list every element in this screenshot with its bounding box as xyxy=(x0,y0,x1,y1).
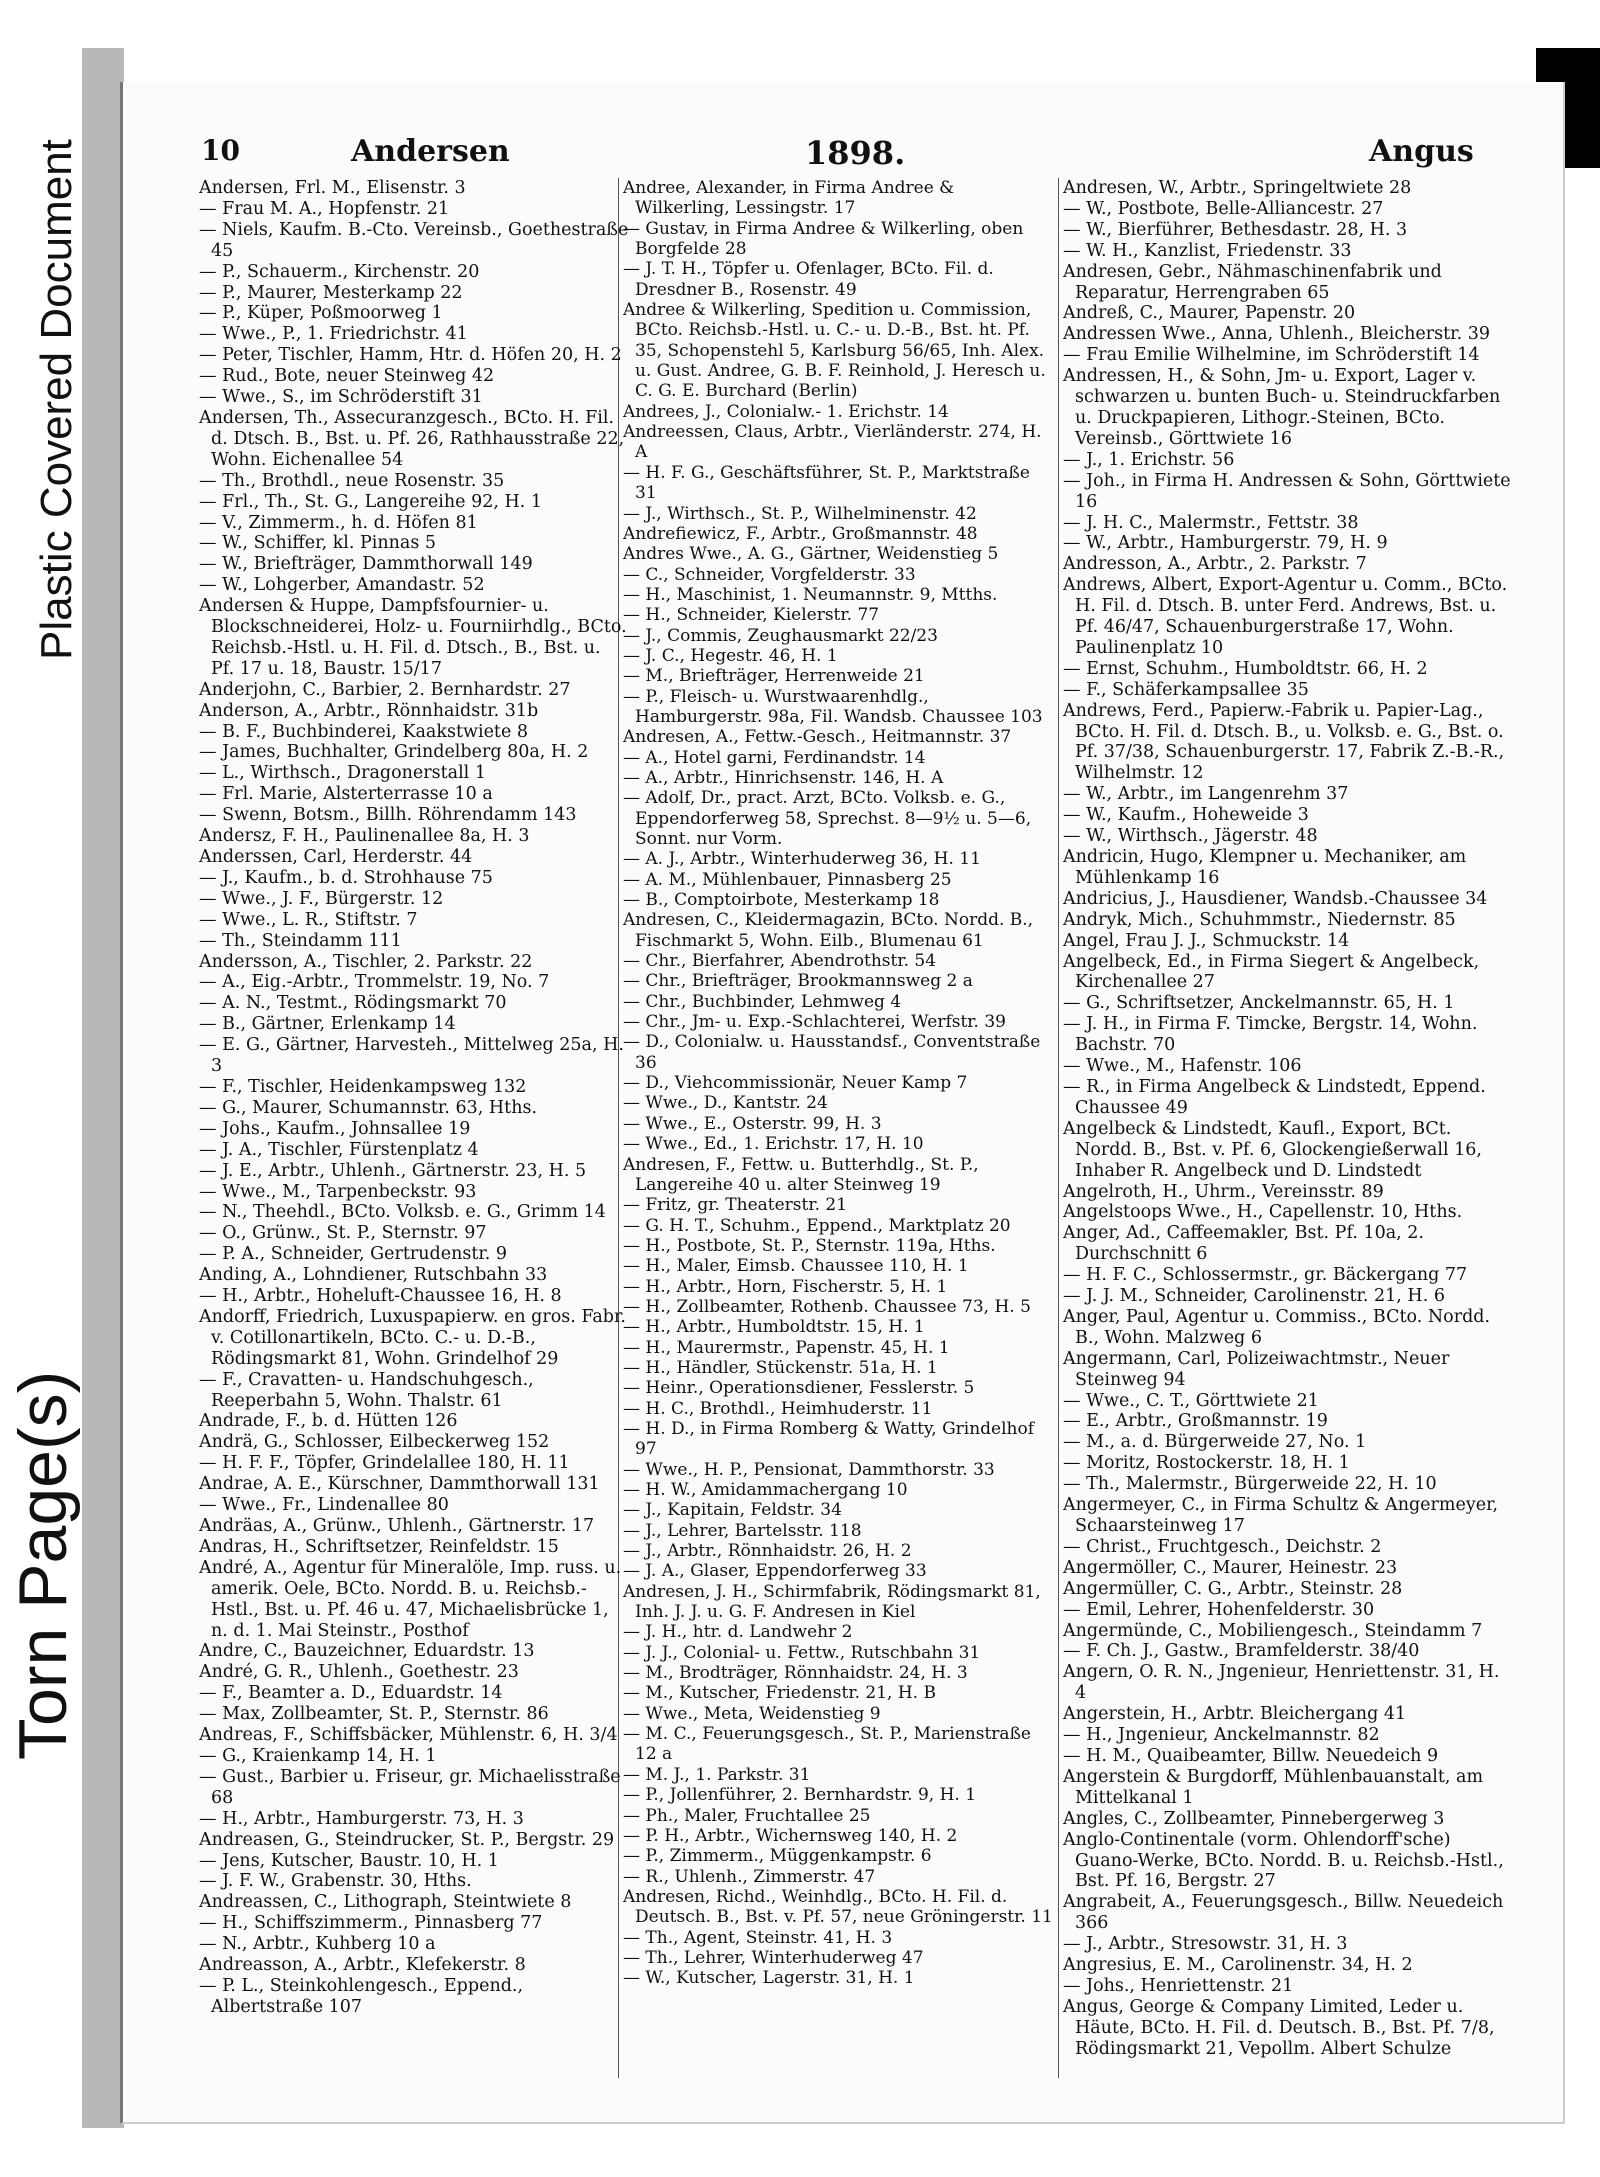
directory-entry: — W., Kutscher, Lagerstr. 31, H. 1 xyxy=(623,1968,915,1989)
directory-entry: — G. H. T., Schuhm., Eppend., Marktplatz 20 xyxy=(623,1215,1011,1236)
directory-entry: Andresson, A., Arbtr., 2. Parkstr. 7 xyxy=(1063,554,1367,575)
directory-entry: Andersson, A., Tischler, 2. Parkstr. 22 xyxy=(199,951,533,972)
directory-entry: — F., Beamter a. D., Eduardstr. 14 xyxy=(199,1683,503,1704)
directory-entry: — Frau Emilie Wilhelmine, im Schröderstift 14 xyxy=(1063,345,1480,366)
directory-entry: — J., Arbtr., Stresowstr. 31, H. 3 xyxy=(1063,1934,1348,1955)
directory-entry: — M. C., Feuerungsgesch., St. P., Marienstraße 12 a xyxy=(623,1724,1031,1765)
directory-entry: Andrefiewicz, F., Arbtr., Großmannstr. 48 xyxy=(623,523,978,544)
directory-entry: Angelbeck, Ed., in Firma Siegert & Angelbeck, Kirchenallee 27 xyxy=(1063,951,1480,993)
directory-entry: — H., Händler, Stückenstr. 51a, H. 1 xyxy=(623,1357,938,1378)
header-left-word: Andersen xyxy=(351,134,510,169)
directory-entry: — H., Maurermstr., Papenstr. 45, H. 1 xyxy=(623,1337,950,1358)
directory-entry: Andree, Alexander, in Firma Andree & Wilkerling, Lessingstr. 17 xyxy=(623,178,955,219)
directory-entry: — W. H., Kanzlist, Friedenstr. 33 xyxy=(1063,240,1352,261)
directory-entry: André, G. R., Uhlenh., Goethestr. 23 xyxy=(199,1662,519,1683)
directory-entry: Andressen, H., & Sohn, Jm- u. Export, Lager v. schwarzen u. bunten Buch- u. Steindruckfarben u. Druckpapieren, Lithogr.-Steinen, BCto. Vereinsb., Görttwiete 16 xyxy=(1063,366,1501,449)
directory-page xyxy=(120,82,1565,2124)
directory-entry: — Wwe., D., Kantstr. 24 xyxy=(623,1093,828,1114)
directory-entry: — Th., Steindamm 111 xyxy=(199,930,402,951)
directory-entry: — J. A., Glaser, Eppendorferweg 33 xyxy=(623,1561,927,1582)
directory-entry: Andres Wwe., A. G., Gärtner, Weidenstieg 5 xyxy=(623,544,999,565)
directory-entry: Andree & Wilkerling, Spedition u. Commission, BCto. Reichsb.-Hstl. u. C.- u. D.-B., Bst. ht. Pf. 35, Schopenstehl 5, Karlsburg 56/65, Inh. Alex. u. Gust. Andree, G. B. F. Reinhold, J. Heresch u. C. G. E. Burchard (Berlin) xyxy=(623,300,1046,402)
directory-entry: Anding, A., Lohndiener, Rutschbahn 33 xyxy=(199,1265,548,1286)
directory-entry: Andrews, Albert, Export-Agentur u. Comm., BCto. H. Fil. d. Dtsch. B. unter Ferd. Andrews, Bst. u. Pf. 46/47, Schauenburgerstraße 17, Wohn. Paulinenplatz 10 xyxy=(1063,575,1508,658)
directory-entry: — F., Cravatten- u. Handschuhgesch., Reeperbahn 5, Wohn. Thalstr. 61 xyxy=(199,1369,534,1411)
directory-entry: — Wwe., Fr., Lindenallee 80 xyxy=(199,1495,449,1516)
directory-entry: — M. J., 1. Parkstr. 31 xyxy=(623,1764,811,1785)
directory-entry: — J. H., htr. d. Landwehr 2 xyxy=(623,1622,853,1643)
directory-entry: — Gust., Barbier u. Friseur, gr. Michaelisstraße 68 xyxy=(199,1766,621,1808)
directory-entry: — D., Viehcommissionär, Neuer Kamp 7 xyxy=(623,1073,968,1094)
directory-entry: — H., Schiffszimmerm., Pinnasberg 77 xyxy=(199,1913,543,1934)
directory-entry: Andrees, J., Colonialw.- 1. Erichstr. 14 xyxy=(623,401,949,422)
directory-entry: — Wwe., M., Tarpenbeckstr. 93 xyxy=(199,1181,477,1202)
directory-entry: — Wwe., C. T., Görttwiete 21 xyxy=(1063,1390,1319,1411)
directory-entry: — R., in Firma Angelbeck & Lindstedt, Eppend. Chaussee 49 xyxy=(1063,1076,1486,1118)
directory-entry: — C., Schneider, Vorgfelderstr. 33 xyxy=(623,564,916,585)
directory-entry: — M., a. d. Bürgerweide 27, No. 1 xyxy=(1063,1432,1367,1453)
directory-entry: — Niels, Kaufm. B.-Cto. Vereinsb., Goethestraße 45 xyxy=(199,219,629,261)
directory-entry: — Wwe., H. P., Pensionat, Dammthorstr. 33 xyxy=(623,1459,995,1480)
directory-entry: — H. F. F., Töpfer, Grindelallee 180, H. 11 xyxy=(199,1453,570,1474)
directory-entry: — Frau M. A., Hopfenstr. 21 xyxy=(199,198,450,219)
directory-entry: Anger, Paul, Agentur u. Commiss., BCto. Nordd. B., Wohn. Malzweg 6 xyxy=(1063,1306,1491,1348)
directory-entry: — G., Schriftsetzer, Anckelmannstr. 65, H. 1 xyxy=(1063,993,1455,1014)
directory-entry: — Fritz, gr. Theaterstr. 21 xyxy=(623,1195,848,1216)
directory-entry: — Wwe., Ed., 1. Erichstr. 17, H. 10 xyxy=(623,1134,924,1155)
page-number: 10 xyxy=(201,134,240,167)
directory-entry: — W., Schiffer, kl. Pinnas 5 xyxy=(199,533,437,554)
directory-entry: Angermünde, C., Mobiliengesch., Steindamm 7 xyxy=(1063,1620,1483,1641)
directory-entry: — P., Jollenführer, 2. Bernhardstr. 9, H. 1 xyxy=(623,1785,977,1806)
directory-entry: — H., Arbtr., Hoheluft-Chaussee 16, H. 8 xyxy=(199,1286,562,1307)
directory-entry: — J. C., Hegestr. 46, H. 1 xyxy=(623,645,838,666)
directory-entry: — F. Ch. J., Gastw., Bramfelderstr. 38/40 xyxy=(1063,1641,1420,1662)
directory-entry: Andorff, Friedrich, Luxuspapierw. en gros. Fabr. v. Cotillonartikeln, BCto. C.- u. D.-B., Rödingsmarkt 81, Wohn. Grindelhof 29 xyxy=(199,1306,626,1369)
column-1 xyxy=(199,178,629,2078)
directory-entry: — H., Zollbeamter, Rothenb. Chaussee 73, H. 5 xyxy=(623,1296,1031,1317)
directory-entry: — Wwe., E., Osterstr. 99, H. 3 xyxy=(623,1113,882,1134)
directory-entry: — Moritz, Rostockerstr. 18, H. 1 xyxy=(1063,1453,1350,1474)
column-3 xyxy=(1063,178,1513,2078)
directory-entry: — J. E., Arbtr., Uhlenh., Gärtnerstr. 23, H. 5 xyxy=(199,1160,587,1181)
directory-entry: — D., Colonialw. u. Hausstandsf., Conventstraße 36 xyxy=(623,1032,1041,1073)
directory-entry: Anderssen, Carl, Herderstr. 44 xyxy=(199,847,473,867)
directory-entry: Andrade, F., b. d. Hütten 126 xyxy=(199,1411,458,1432)
directory-entry: Angerstein, H., Arbtr. Bleichergang 41 xyxy=(1063,1704,1407,1725)
directory-entry: — J., Lehrer, Bartelsstr. 118 xyxy=(623,1520,862,1541)
directory-entry: — J. H. C., Malermstr., Fettstr. 38 xyxy=(1063,512,1359,533)
directory-entry: — F., Tischler, Heidenkampsweg 132 xyxy=(199,1076,527,1097)
directory-entry: — P. H., Arbtr., Wichernsweg 140, H. 2 xyxy=(623,1825,958,1846)
directory-entry: — J., Kaufm., b. d. Strohhause 75 xyxy=(199,867,493,888)
directory-entry: Andricin, Hugo, Klempner u. Mechaniker, am Mühlenkamp 16 xyxy=(1063,847,1467,888)
directory-entry: Andräas, A., Grünw., Uhlenh., Gärtnerstr. 17 xyxy=(199,1516,595,1536)
directory-entry: — Chr., Bierfahrer, Abendrothstr. 54 xyxy=(623,951,937,972)
directory-entry: — Peter, Tischler, Hamm, Htr. d. Höfen 20, H. 2 xyxy=(199,345,622,366)
directory-entry: — J., Kapitain, Feldstr. 34 xyxy=(623,1500,842,1521)
directory-entry: — H., Arbtr., Humboldtstr. 15, H. 1 xyxy=(623,1317,925,1338)
directory-entry: Anderjohn, C., Barbier, 2. Bernhardstr. 27 xyxy=(199,679,571,700)
page-header xyxy=(123,134,1563,174)
directory-entry: — A., Eig.-Arbtr., Trommelstr. 19, No. 7 xyxy=(199,972,550,993)
directory-entry: Angelbeck & Lindstedt, Kaufl., Export, BCt. Nordd. B., Bst. v. Pf. 6, Glockengießerwall 16, Inhaber R. Angelbeck und D. Lindstedt xyxy=(1063,1118,1482,1181)
directory-entry: Angrabeit, A., Feuerungsgesch., Billw. Neuedeich 366 xyxy=(1063,1892,1504,1934)
directory-entry: — F., Schäferkampsallee 35 xyxy=(1063,679,1309,700)
directory-entry: — H., Maler, Eimsb. Chaussee 110, H. 1 xyxy=(623,1256,969,1277)
directory-entry: — W., Bierführer, Bethesdastr. 28, H. 3 xyxy=(1063,219,1408,240)
directory-entry: — H. M., Quaibeamter, Billw. Neuedeich 9 xyxy=(1063,1745,1439,1766)
directory-entry: Andressen Wwe., Anna, Uhlenh., Bleicherstr. 39 xyxy=(1063,324,1490,345)
directory-entry: Andersen, Th., Assecuranzgesch., BCto. H. Fil. d. Dtsch. B., Bst. u. Pf. 26, Rathhausstraße 22, Wohn. Eichenallee 54 xyxy=(199,407,625,470)
directory-entry: Andresen, C., Kleidermagazin, BCto. Nordd. B., Fischmarkt 5, Wohn. Eilb., Blumenau 61 xyxy=(623,910,1034,951)
directory-entry: Andricius, J., Hausdiener, Wandsb.-Chaussee 34 xyxy=(1063,888,1488,909)
directory-entry: — Th., Malermstr., Bürgerweide 22, H. 10 xyxy=(1063,1474,1437,1495)
directory-entry: — W., Postbote, Belle-Alliancestr. 27 xyxy=(1063,198,1384,219)
directory-entry: — Frl., Th., St. G., Langereihe 92, H. 1 xyxy=(199,491,542,512)
directory-entry: — J., Commis, Zeughausmarkt 22/23 xyxy=(623,625,938,646)
header-year: 1898. xyxy=(805,134,906,172)
directory-entry: — P., Schauerm., Kirchenstr. 20 xyxy=(199,261,480,282)
directory-entry: — H., Postbote, St. P., Sternstr. 119a, Hths. xyxy=(623,1235,996,1256)
directory-entry: Angern, O. R. N., Jngenieur, Henriettenstr. 31, H. 4 xyxy=(1063,1662,1500,1704)
directory-entry: Andre, C., Bauzeichner, Eduardstr. 13 xyxy=(199,1641,535,1662)
directory-entry: Angelstoops Wwe., H., Capellenstr. 10, Hths. xyxy=(1063,1202,1463,1223)
directory-entry: Angel, Frau J. J., Schmuckstr. 14 xyxy=(1063,930,1350,951)
directory-entry: — N., Theehdl., BCto. Volksb. e. G., Grimm 14 xyxy=(199,1202,606,1223)
directory-entry: Andreessen, Claus, Arbtr., Vierländerstr. 274, H. A xyxy=(623,422,1042,463)
directory-entry: — J. J., Colonial- u. Fettw., Rutschbahn 31 xyxy=(623,1642,981,1663)
directory-entry: André, A., Agentur für Mineralöle, Imp. russ. u. amerik. Oele, BCto. Nordd. B. u. Reichsb.-Hstl., Bst. u. Pf. 46 u. 47, Michaelisbrücke 1, n. d. 1. Mai Steinstr., Posthof xyxy=(199,1557,622,1641)
directory-entry: — Wwe., M., Hafenstr. 106 xyxy=(1063,1056,1302,1077)
directory-entry: — J., Wirthsch., St. P., Wilhelminenstr. 42 xyxy=(623,503,977,524)
directory-entry: — A., Hotel garni, Ferdinandstr. 14 xyxy=(623,747,926,768)
directory-entry: Andresen, J. H., Schirmfabrik, Rödingsmarkt 81, Inh. J. J. u. G. F. Andresen in Kiel xyxy=(623,1581,1041,1623)
directory-entry: — A. M., Mühlenbauer, Pinnasberg 25 xyxy=(623,869,952,890)
directory-entry: — M., Briefträger, Herrenweide 21 xyxy=(623,666,925,687)
directory-entry: Angermann, Carl, Polizeiwachtmstr., Neuer Steinweg 94 xyxy=(1063,1348,1450,1390)
directory-entry: — Wwe., L. R., Stiftstr. 7 xyxy=(199,909,418,930)
directory-entry: Andrews, Ferd., Papierw.-Fabrik u. Papier-Lag., BCto. H. Fil. d. Dtsch. B., u. Volksb. e. G., Bst. o. Pf. 37/38, Schauenburgerstr. 17, Fabrik Z.-B.-R., Wilhelmstr. 12 xyxy=(1063,700,1505,784)
directory-entry: — H. F. G., Geschäftsführer, St. P., Marktstraße 31 xyxy=(623,462,1030,504)
directory-entry: Andresen, F., Fettw. u. Butterhdlg., St. P., Langereihe 40 u. alter Steinweg 19 xyxy=(623,1154,979,1195)
column-rule xyxy=(1058,178,1059,2078)
column-2 xyxy=(623,178,1053,2078)
scan-edge-strip xyxy=(82,48,124,2128)
directory-entry: — J. F. W., Grabenstr. 30, Hths. xyxy=(199,1871,472,1892)
directory-entry: Andresen, Gebr., Nähmaschinenfabrik und Reparatur, Herrengraben 65 xyxy=(1063,261,1442,303)
directory-entry: — Th., Agent, Steinstr. 41, H. 3 xyxy=(623,1927,893,1948)
directory-entry: — Chr., Buchbinder, Lehmweg 4 xyxy=(623,991,902,1012)
directory-entry: Angelroth, H., Uhrm., Vereinsstr. 89 xyxy=(1063,1181,1384,1202)
directory-entry: — M., Brodträger, Rönnhaidstr. 24, H. 3 xyxy=(623,1663,968,1684)
directory-entry: — J. T. H., Töpfer u. Ofenlager, BCto. Fil. d. Dresdner B., Rosenstr. 49 xyxy=(623,259,994,300)
directory-entry: — James, Buchhalter, Grindelberg 80a, H. 2 xyxy=(199,742,589,763)
directory-entry: — H. W., Amidammachergang 10 xyxy=(623,1480,908,1500)
directory-entry: Angermüller, C. G., Arbtr., Steinstr. 28 xyxy=(1063,1578,1403,1599)
directory-entry: — E., Arbtr., Großmannstr. 19 xyxy=(1063,1411,1328,1432)
directory-entry: Anglo-Continentale (vorm. Ohlendorff'sche) Guano-Werke, BCto. Nordd. B. u. Reichsb.-Hstl., Bst. Pf. 16, Bergstr. 27 xyxy=(1063,1829,1504,1892)
directory-entry: — Emil, Lehrer, Hohenfelderstr. 30 xyxy=(1063,1599,1375,1620)
directory-entry: — Chr., Briefträger, Brookmannsweg 2 a xyxy=(623,971,973,992)
directory-entry: — Wwe., S., im Schröderstift 31 xyxy=(199,387,483,408)
directory-entry: — H. D., in Firma Romberg & Watty, Grindelhof 97 xyxy=(623,1418,1035,1460)
directory-entry: — W., Lohgerber, Amandastr. 52 xyxy=(199,575,485,596)
directory-entry: Andreassen, C., Lithograph, Steintwiete 8 xyxy=(199,1892,572,1913)
directory-entry: — J. H., in Firma F. Timcke, Bergstr. 14, Wohn. Bachstr. 70 xyxy=(1063,1014,1478,1056)
directory-entry: Andreasson, A., Arbtr., Klefekerstr. 8 xyxy=(199,1955,526,1976)
directory-entry: — G., Maurer, Schumannstr. 63, Hths. xyxy=(199,1097,538,1118)
directory-entry: — B. F., Buchbinderei, Kaakstwiete 8 xyxy=(199,721,529,742)
directory-entry: Angermöller, C., Maurer, Heinestr. 23 xyxy=(1063,1557,1398,1578)
directory-entry: — O., Grünw., St. P., Sternstr. 97 xyxy=(199,1223,487,1244)
directory-entry: Andresen, A., Fettw.-Gesch., Heitmannstr. 37 xyxy=(623,727,1012,748)
torn-pages-label: Torn Page(s) xyxy=(5,1370,81,1760)
directory-entry: Andersen & Huppe, Dampfsfournier- u. Blockschneiderei, Holz- u. Fourniirhdlg., BCto. Reichsb.-Hstl. u. H. Fil. d. Dtsch., B., Bst. u. Pf. 17 u. 18, Baustr. 15/17 xyxy=(199,596,627,679)
directory-entry: — P., Maurer, Mesterkamp 22 xyxy=(199,282,463,303)
directory-entry: — P., Fleisch- u. Wurstwaarenhdlg., Hamburgerstr. 98a, Fil. Wandsb. Chaussee 103 xyxy=(623,686,1043,727)
directory-entry: — V., Zimmerm., h. d. Höfen 81 xyxy=(199,512,478,533)
directory-entry: — W., Arbtr., Hamburgerstr. 79, H. 9 xyxy=(1063,533,1388,554)
directory-entry: Andresen, Richd., Weinhdlg., BCto. H. Fil. d. Deutsch. B., Bst. v. Pf. 57, neue Gröningerstr. 11 xyxy=(623,1886,1053,1928)
directory-entry: — H., Jngenieur, Anckelmannstr. 82 xyxy=(1063,1725,1380,1746)
directory-entry: — Wwe., Meta, Weidenstieg 9 xyxy=(623,1703,881,1724)
directory-entry: Angus, George & Company Limited, Leder u. Häute, BCto. H. Fil. d. Deutsch. B., Bst. Pf. 7/8, Rödingsmarkt 21, Vepollm. Albert Schulze xyxy=(1063,1996,1495,2059)
directory-entry: — Chr., Jm- u. Exp.-Schlachterei, Werfstr. 39 xyxy=(623,1012,1006,1033)
directory-entry: Andresen, W., Arbtr., Springeltwiete 28 xyxy=(1063,178,1412,198)
directory-entry: Andrae, A. E., Kürschner, Dammthorwall 131 xyxy=(199,1474,600,1495)
directory-entry: — Rud., Bote, neuer Steinweg 42 xyxy=(199,366,495,387)
directory-entry: — W., Arbtr., im Langenrehm 37 xyxy=(1063,784,1349,805)
directory-entry: — P. L., Steinkohlengesch., Eppend., Albertstraße 107 xyxy=(199,1975,524,2017)
directory-entry: — H. C., Brothdl., Heimhuderstr. 11 xyxy=(623,1398,933,1419)
directory-entry: — W., Wirthsch., Jägerstr. 48 xyxy=(1063,826,1318,847)
directory-entry: — M., Kutscher, Friedenstr. 21, H. B xyxy=(623,1683,936,1704)
directory-entry: — J. J. M., Schneider, Carolinenstr. 21, H. 6 xyxy=(1063,1286,1445,1307)
plastic-covered-label: Plastic Covered Document xyxy=(32,139,81,660)
directory-entry: — P., Küper, Poßmoorweg 1 xyxy=(199,303,443,324)
directory-entry: — H., Arbtr., Horn, Fischerstr. 5, H. 1 xyxy=(623,1276,948,1297)
directory-entry: Angresius, E. M., Carolinenstr. 34, H. 2 xyxy=(1063,1955,1413,1976)
directory-entry: — J., Arbtr., Rönnhaidstr. 26, H. 2 xyxy=(623,1541,912,1562)
directory-entry: — Adolf, Dr., pract. Arzt, BCto. Volksb. e. G., Eppendorferweg 58, Sprechst. 8—9½ u. 5—6, Sonnt. nur Vorm. xyxy=(623,788,1032,849)
directory-entry: — A., Arbtr., Hinrichsenstr. 146, H. A xyxy=(623,767,944,788)
directory-entry: — W., Briefträger, Dammthorwall 149 xyxy=(199,554,533,575)
directory-entry: — Johs., Kaufm., Johnsallee 19 xyxy=(199,1118,471,1139)
directory-entry: Andras, H., Schriftsetzer, Reinfeldstr. 15 xyxy=(199,1536,559,1557)
directory-entry: Andryk, Mich., Schuhmmstr., Niedernstr. 85 xyxy=(1063,909,1456,930)
directory-entry: — H., Arbtr., Hamburgerstr. 73, H. 3 xyxy=(199,1808,524,1829)
directory-entry: — A. J., Arbtr., Winterhuderweg 36, H. 11 xyxy=(623,849,981,870)
directory-entry: — Johs., Henriettenstr. 21 xyxy=(1063,1975,1294,1996)
directory-entry: — Gustav, in Firma Andree & Wilkerling, oben Borgfelde 28 xyxy=(623,218,1024,260)
directory-entry: — Joh., in Firma H. Andressen & Sohn, Görttwiete 16 xyxy=(1063,470,1511,512)
directory-entry: — Th., Lehrer, Winterhuderweg 47 xyxy=(623,1947,924,1968)
directory-entry: Anger, Ad., Caffeemakler, Bst. Pf. 10a, 2. Durchschnitt 6 xyxy=(1063,1223,1424,1265)
directory-entry: — P., Zimmerm., Müggenkampstr. 6 xyxy=(623,1846,932,1867)
directory-entry: — J. A., Tischler, Fürstenplatz 4 xyxy=(199,1139,479,1160)
directory-entry: — Ernst, Schuhm., Humboldtstr. 66, H. 2 xyxy=(1063,658,1428,679)
directory-entry: — Th., Brothdl., neue Rosenstr. 35 xyxy=(199,470,505,491)
directory-entry: Andersz, F. H., Paulinenallee 8a, H. 3 xyxy=(199,826,530,847)
directory-entry: — H. F. C., Schlossermstr., gr. Bäckergang 77 xyxy=(1063,1265,1468,1286)
directory-entry: Angermeyer, C., in Firma Schultz & Angermeyer, Schaarsteinweg 17 xyxy=(1063,1495,1499,1536)
directory-entry: Andersen, Frl. M., Elisenstr. 3 xyxy=(199,178,466,198)
directory-entry: — Christ., Fruchtgesch., Deichstr. 2 xyxy=(1063,1536,1382,1557)
directory-entry: — H., Schneider, Kielerstr. 77 xyxy=(623,605,880,626)
directory-entry: Angerstein & Burgdorff, Mühlenbauanstalt, am Mittelkanal 1 xyxy=(1063,1766,1484,1808)
directory-entry: — Ph., Maler, Fruchtallee 25 xyxy=(623,1805,871,1826)
directory-entry: Andreasen, G., Steindrucker, St. P., Bergstr. 29 xyxy=(199,1829,615,1850)
directory-entry: — Max, Zollbeamter, St. P., Sternstr. 86 xyxy=(199,1704,549,1725)
directory-entry: — R., Uhlenh., Zimmerstr. 47 xyxy=(623,1866,876,1887)
directory-entry: Andrä, G., Schlosser, Eilbeckerweg 152 xyxy=(199,1432,550,1453)
directory-entry: — N., Arbtr., Kuhberg 10 a xyxy=(199,1934,436,1955)
directory-entry: — B., Comptoirbote, Mesterkamp 18 xyxy=(623,890,940,911)
directory-entry: — A. N., Testmt., Rödingsmarkt 70 xyxy=(199,993,507,1014)
directory-entry: — J., 1. Erichstr. 56 xyxy=(1063,449,1235,470)
directory-entry: — Swenn, Botsm., Billh. Röhrendamm 143 xyxy=(199,805,577,826)
directory-entry: — Wwe., P., 1. Friedrichstr. 41 xyxy=(199,324,468,345)
directory-entry: — G., Kraienkamp 14, H. 1 xyxy=(199,1745,437,1766)
directory-entry: Angles, C., Zollbeamter, Pinnebergerweg 3 xyxy=(1063,1808,1445,1829)
directory-entry: — Jens, Kutscher, Baustr. 10, H. 1 xyxy=(199,1850,499,1871)
directory-entry: — B., Gärtner, Erlenkamp 14 xyxy=(199,1014,456,1035)
header-right-word: Angus xyxy=(1369,134,1474,169)
directory-entry: — H., Maschinist, 1. Neumannstr. 9, Mtths. xyxy=(623,584,998,605)
directory-entry: — Wwe., J. F., Bürgerstr. 12 xyxy=(199,888,444,909)
directory-entry: — W., Kaufm., Hoheweide 3 xyxy=(1063,805,1309,826)
directory-entry: — Frl. Marie, Alsterterrasse 10 a xyxy=(199,784,493,805)
directory-entry: — Heinr., Operationsdiener, Fesslerstr. 5 xyxy=(623,1378,975,1399)
directory-entry: Andreas, F., Schiffsbäcker, Mühlenstr. 6, H. 3/4 xyxy=(199,1725,618,1746)
directory-entry: Andreß, C., Maurer, Papenstr. 20 xyxy=(1063,303,1356,324)
directory-entry: — L., Wirthsch., Dragonerstall 1 xyxy=(199,763,486,784)
directory-entry: Anderson, A., Arbtr., Rönnhaidstr. 31b xyxy=(199,700,539,721)
directory-entry: — E. G., Gärtner, Harvesteh., Mittelweg 25a, H. 3 xyxy=(199,1035,624,1077)
directory-entry: — P. A., Schneider, Gertrudenstr. 9 xyxy=(199,1244,508,1265)
